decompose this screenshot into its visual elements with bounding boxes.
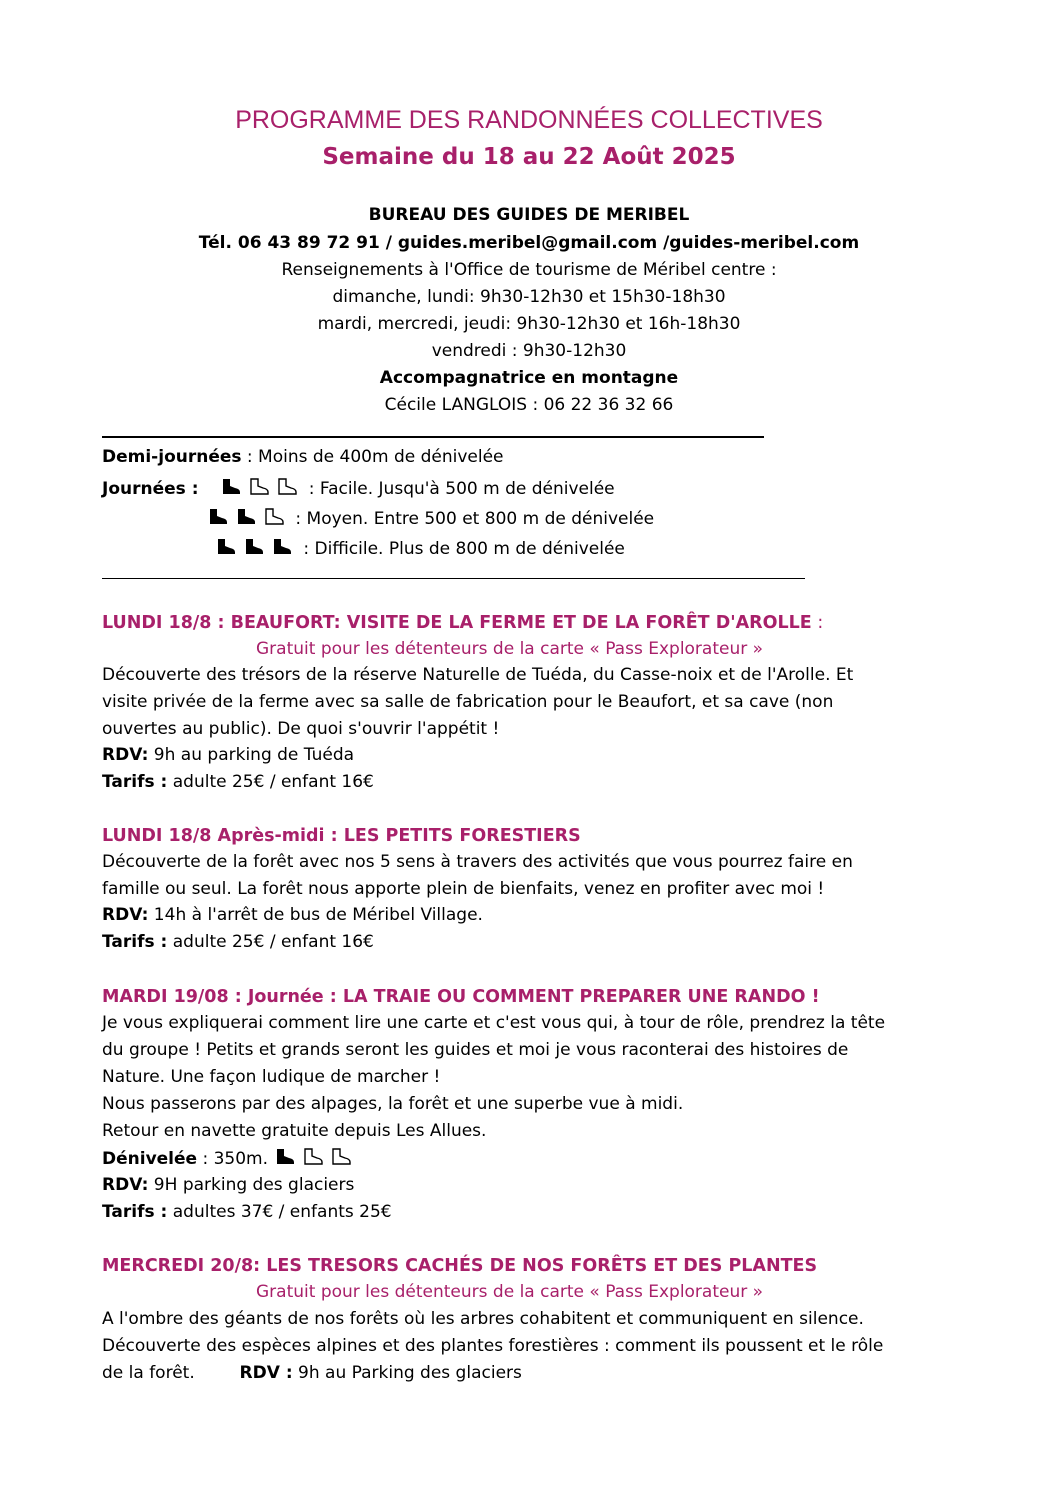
rdv-label: RDV : bbox=[239, 1363, 293, 1383]
rdv-value: 9h au Parking des glaciers bbox=[292, 1363, 522, 1383]
rdv-value: 14h à l'arrêt de bus de Méribel Village. bbox=[148, 905, 483, 925]
page-subtitle: Semaine du 18 au 22 Août 2025 bbox=[322, 144, 736, 170]
rdv-value: 9h au parking de Tuéda bbox=[148, 745, 355, 765]
boot-outline-icon bbox=[262, 508, 286, 526]
boot-filled-icon bbox=[219, 478, 243, 496]
tarifs-value: adulte 25€ / enfant 16€ bbox=[167, 932, 374, 952]
section-4-line-3-text: de la forêt. bbox=[102, 1363, 195, 1383]
section-3-denivelee bbox=[102, 1148, 357, 1169]
tarifs-label: Tarifs : bbox=[102, 1202, 168, 1222]
denivelee-label: Dénivelée bbox=[102, 1149, 198, 1169]
hours-line-3: vendredi : 9h30-12h30 bbox=[431, 341, 627, 361]
section-1-line-1: Découverte des trésors de la réserve Naturelle de Tuéda, du Casse-noix et de l'Arolle. Et bbox=[102, 665, 854, 685]
section-2-rdv bbox=[102, 905, 483, 925]
bureau-name: BUREAU DES GUIDES DE MERIBEL bbox=[368, 205, 690, 225]
section-3-tarifs bbox=[102, 1202, 392, 1222]
page-title: PROGRAMME DES RANDONNÉES COLLECTIVES bbox=[235, 106, 823, 134]
rdv-value: 9H parking des glaciers bbox=[148, 1175, 355, 1195]
section-4-line-1: A l'ombre des géants de nos forêts où les arbres cohabitent et communiquent en silence. bbox=[102, 1309, 864, 1329]
section-2-tarifs bbox=[102, 932, 374, 952]
section-3-line-2: du groupe ! Petits et grands seront les guides et moi je vous raconterai des histoires de bbox=[102, 1040, 849, 1060]
section-1-title-suffix: : bbox=[811, 613, 824, 633]
boot-outline-icon bbox=[275, 478, 299, 496]
legend-half-label: Demi-journées bbox=[102, 447, 242, 467]
guide-name: Cécile LANGLOIS : 06 22 36 32 66 bbox=[384, 395, 674, 415]
section-4-title: MERCREDI 20/8: LES TRESORS CACHÉS DE NOS FORÊTS ET DES PLANTES bbox=[102, 1256, 818, 1276]
rdv-label: RDV: bbox=[102, 1175, 149, 1195]
rdv-label: RDV: bbox=[102, 905, 149, 925]
rdv-label: RDV: bbox=[102, 745, 149, 765]
tarifs-label: Tarifs : bbox=[102, 772, 168, 792]
boot-filled-icon bbox=[234, 508, 258, 526]
hours-line-1: dimanche, lundi: 9h30-12h30 et 15h30-18h30 bbox=[332, 287, 726, 307]
tarifs-value: adulte 25€ / enfant 16€ bbox=[167, 772, 374, 792]
legend-half-text: : Moins de 400m de dénivelée bbox=[241, 447, 504, 467]
legend-easy bbox=[102, 478, 615, 499]
divider-top bbox=[102, 436, 764, 438]
legend-hard-text: : Difficile. Plus de 800 m de dénivelée bbox=[303, 539, 625, 559]
legend-medium-text: : Moyen. Entre 500 et 800 m de dénivelée bbox=[295, 509, 655, 529]
section-1-tarifs bbox=[102, 772, 374, 792]
section-2-title: LUNDI 18/8 Après-midi : LES PETITS FORESTIERS bbox=[102, 826, 581, 846]
section-3-line-3: Nature. Une façon ludique de marcher ! bbox=[102, 1067, 441, 1087]
info-intro: Renseignements à l'Office de tourisme de Méribel centre : bbox=[281, 260, 777, 280]
legend-hard bbox=[214, 538, 625, 559]
boot-outline-icon bbox=[247, 478, 271, 496]
hours-line-2: mardi, mercredi, jeudi: 9h30-12h30 et 16h-18h30 bbox=[317, 314, 741, 334]
contact-line: Tél. 06 43 89 72 91 / guides.meribel@gmail.com /guides-meribel.com bbox=[198, 233, 860, 253]
legend-day-label: Journées : bbox=[102, 479, 199, 499]
boot-filled-icon bbox=[242, 538, 266, 556]
section-1-title bbox=[102, 613, 823, 633]
tarifs-value: adultes 37€ / enfants 25€ bbox=[167, 1202, 392, 1222]
section-3-title: MARDI 19/08 : Journée : LA TRAIE OU COMMENT PREPARER UNE RANDO ! bbox=[102, 987, 820, 1007]
section-4-line-3 bbox=[102, 1363, 522, 1383]
section-2-line-2: famille ou seul. La forêt nous apporte plein de bienfaits, venez en profiter avec moi ! bbox=[102, 879, 825, 899]
section-3-line-1: Je vous expliquerai comment lire une carte et c'est vous qui, à tour de rôle, prendrez la tête bbox=[102, 1013, 886, 1033]
denivelee-value: : 350m. bbox=[197, 1149, 269, 1169]
section-1-line-2: visite privée de la ferme avec sa salle de fabrication pour le Beaufort, et sa cave (non bbox=[102, 692, 834, 712]
section-3-rdv bbox=[102, 1175, 354, 1195]
legend-medium bbox=[206, 508, 654, 529]
boot-filled-icon bbox=[206, 508, 230, 526]
boot-outline-icon bbox=[329, 1148, 353, 1166]
boot-outline-icon bbox=[301, 1148, 325, 1166]
section-1-pass: Gratuit pour les détenteurs de la carte « Pass Explorateur » bbox=[256, 639, 764, 659]
section-3-line-4: Nous passerons par des alpages, la forêt et une superbe vue à midi. bbox=[102, 1094, 684, 1114]
section-2-line-1: Découverte de la forêt avec nos 5 sens à travers des activités que vous pourrez faire en bbox=[102, 852, 853, 872]
legend-half-day bbox=[102, 447, 504, 467]
tarifs-label: Tarifs : bbox=[102, 932, 168, 952]
guide-role: Accompagnatrice en montagne bbox=[379, 368, 679, 388]
divider-legend bbox=[102, 578, 805, 579]
boot-filled-icon bbox=[214, 538, 238, 556]
section-1-line-3: ouvertes au public). De quoi s'ouvrir l'appétit ! bbox=[102, 719, 500, 739]
section-3-line-5: Retour en navette gratuite depuis Les Allues. bbox=[102, 1121, 487, 1141]
section-4-pass: Gratuit pour les détenteurs de la carte « Pass Explorateur » bbox=[256, 1282, 764, 1302]
section-1-rdv bbox=[102, 745, 354, 765]
boot-filled-icon bbox=[273, 1148, 297, 1166]
boot-filled-icon bbox=[270, 538, 294, 556]
legend-easy-text: : Facile. Jusqu'à 500 m de dénivelée bbox=[308, 479, 615, 499]
section-4-line-2: Découverte des espèces alpines et des plantes forestières : comment ils poussent et le rôle bbox=[102, 1336, 884, 1356]
section-1-title-text: LUNDI 18/8 : BEAUFORT: VISITE DE LA FERME ET DE LA FORÊT D'AROLLE bbox=[102, 613, 812, 633]
